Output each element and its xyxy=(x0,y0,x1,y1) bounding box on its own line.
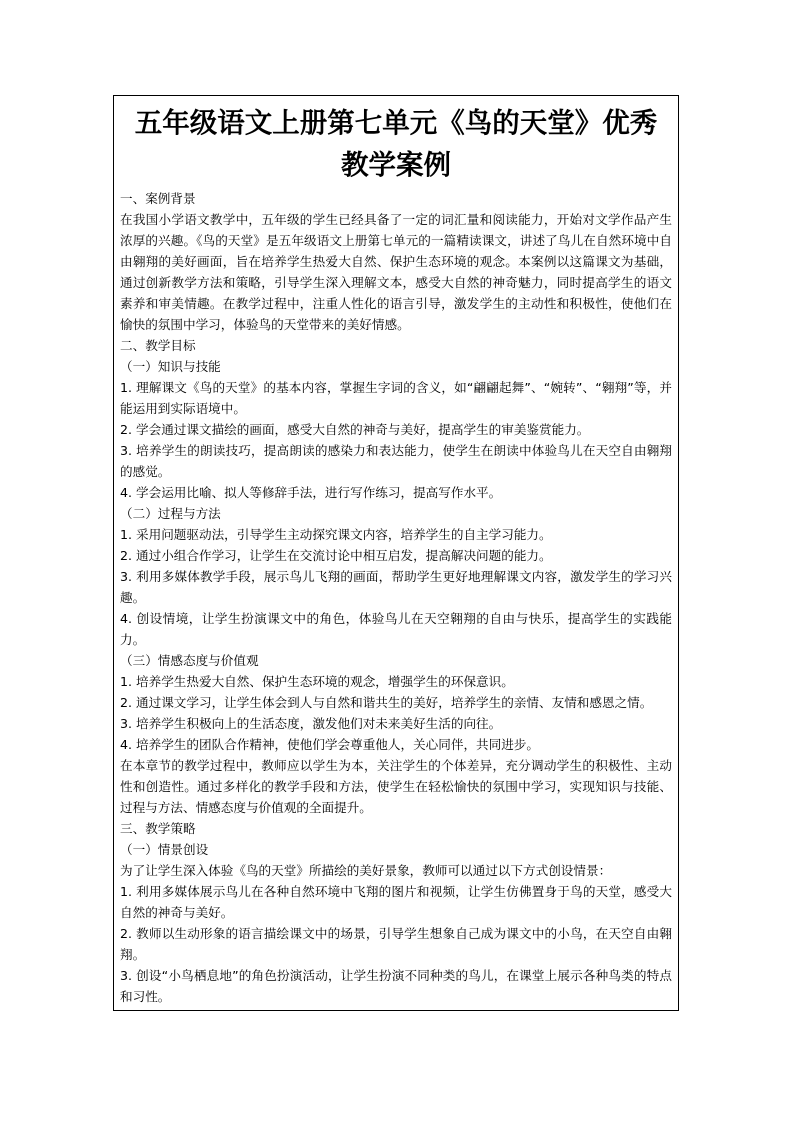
document-frame xyxy=(113,95,679,1011)
list-item: 4. 学会运用比喻、拟人等修辞手法，进行写作练习，提高写作水平。 xyxy=(120,485,502,500)
list-item: 4. 创设情境，让学生扮演课文中的角色，体验鸟儿在天空翱翔的自由与快乐，提高学生的实践能力。 xyxy=(120,611,672,647)
paragraph-background: 在我国小学语文教学中，五年级的学生已经具备了一定的词汇量和阅读能力，开始对文学作品产生浓厚的兴趣。《鸟的天堂》是五年级语文上册第七单元的一篇精读课文，讲述了鸟儿在自然环境中自由翱翔的美好画面，旨在培养学生热爱大自然、保护生态环境的观念。本案例以这篇课文为基础，通过创新教学方法和策略，引导学生深入理解文本，感受大自然的神奇魅力，同时提高学生的语文素养和审美情趣。在教学过程中，注重人性化的语言引导，激发学生的主动性和积极性，使他们在愉快的氛围中学习，体验鸟的天堂带来的美好情感。 xyxy=(120,212,672,332)
subheading-process-methods: （二）过程与方法 xyxy=(120,506,221,521)
title-line-2: 教学案例 xyxy=(341,149,451,181)
section-heading-goals: 二、教学目标 xyxy=(120,338,196,353)
list-item: 1. 培养学生热爱大自然、保护生态环境的观念，增强学生的环保意识。 xyxy=(120,674,514,689)
list-item: 1. 理解课文《鸟的天堂》的基本内容，掌握生字词的含义，如“翩翩起舞”、“婉转”、“翱翔”等，并能运用到实际语境中。 xyxy=(120,380,672,416)
section-heading-strategies: 三、教学策略 xyxy=(120,821,196,836)
list-item: 3. 创设“小鸟栖息地”的角色扮演活动，让学生扮演不同种类的鸟儿，在课堂上展示各种鸟类的特点和习性。 xyxy=(120,968,672,1004)
list-item: 1. 采用问题驱动法，引导学生主动探究课文内容，培养学生的自主学习能力。 xyxy=(120,527,552,542)
list-item: 4. 培养学生的团队合作精神，使他们学会尊重他人，关心同伴，共同进步。 xyxy=(120,737,540,752)
paragraph-scene-intro: 为了让学生深入体验《鸟的天堂》所描绘的美好景象，教师可以通过以下方式创设情景： xyxy=(120,863,612,878)
list-item: 3. 培养学生积极向上的生活态度，激发他们对未来美好生活的向往。 xyxy=(120,716,502,731)
list-item: 3. 利用多媒体教学手段，展示鸟儿飞翔的画面，帮助学生更好地理解课文内容，激发学生的学习兴趣。 xyxy=(120,569,672,605)
subheading-attitudes-values: （三）情感态度与价值观 xyxy=(120,653,259,668)
document-body xyxy=(114,186,678,1007)
title-line-1: 五年级语文上册第七单元《鸟的天堂》优秀 xyxy=(134,107,658,139)
list-item: 1. 利用多媒体展示鸟儿在各种自然环境中飞翔的图片和视频，让学生仿佛置身于鸟的天堂，感受大自然的神奇与美好。 xyxy=(120,884,672,920)
subheading-knowledge-skills: （一）知识与技能 xyxy=(120,359,221,374)
section-heading-background: 一、案例背景 xyxy=(120,191,196,206)
paragraph-summary: 在本章节的教学过程中，教师应以学生为本，关注学生的个体差异，充分调动学生的积极性、主动性和创造性。通过多样化的教学手段和方法，使学生在轻松愉快的氛围中学习，实现知识与技能、过程与方法、情感态度与价值观的全面提升。 xyxy=(120,758,672,815)
list-item: 2. 学会通过课文描绘的画面，感受大自然的神奇与美好，提高学生的审美鉴赏能力。 xyxy=(120,422,590,437)
document-title xyxy=(114,102,678,186)
list-item: 2. 教师以生动形象的语言描绘课文中的场景，引导学生想象自己成为课文中的小鸟，在天空自由翱翔。 xyxy=(120,926,672,962)
list-item: 3. 培养学生的朗读技巧，提高朗读的感染力和表达能力，使学生在朗读中体验鸟儿在天空自由翱翔的感觉。 xyxy=(120,443,672,479)
list-item: 2. 通过小组合作学习，让学生在交流讨论中相互启发，提高解决问题的能力。 xyxy=(120,548,552,563)
subheading-scene-creation: （一）情景创设 xyxy=(120,842,209,857)
list-item: 2. 通过课文学习，让学生体会到人与自然和谐共生的美好，培养学生的亲情、友情和感恩之情。 xyxy=(120,695,653,710)
